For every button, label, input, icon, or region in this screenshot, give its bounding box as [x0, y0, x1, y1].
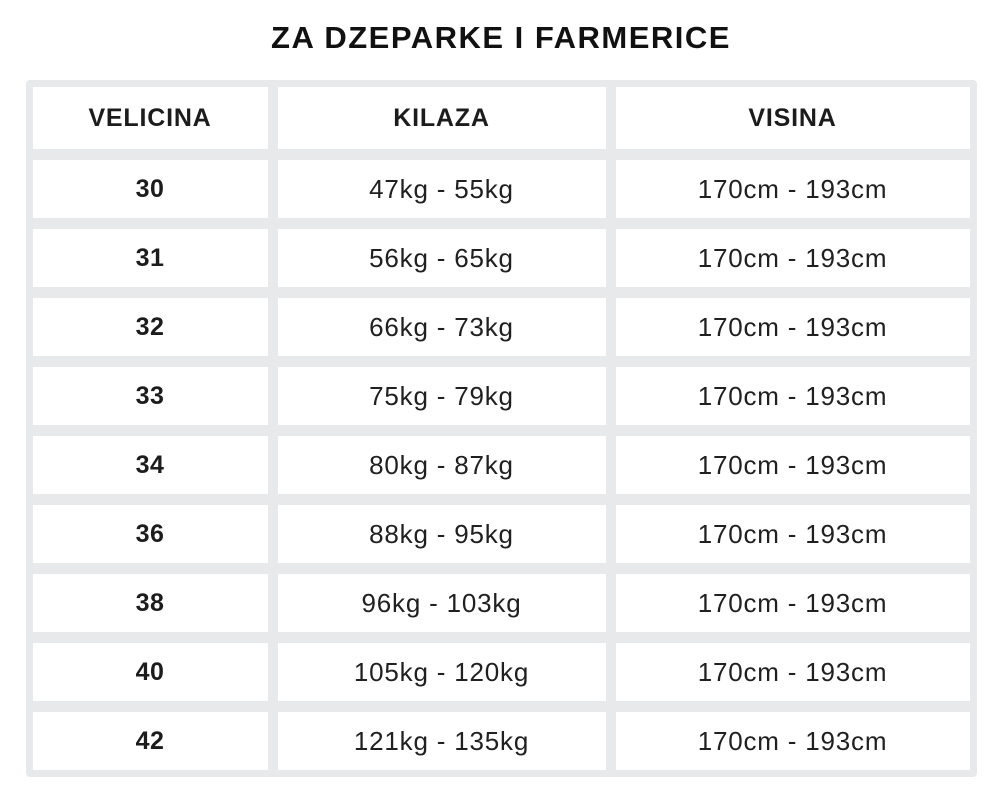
cell-velicina: 38 — [33, 574, 268, 632]
cell-velicina: 40 — [33, 643, 268, 701]
cell-velicina: 33 — [33, 367, 268, 425]
cell-kilaza: 56kg - 65kg — [278, 229, 606, 287]
cell-visina: 170cm - 193cm — [616, 574, 970, 632]
cell-visina: 170cm - 193cm — [616, 436, 970, 494]
cell-kilaza: 96kg - 103kg — [278, 574, 606, 632]
cell-visina: 170cm - 193cm — [616, 298, 970, 356]
cell-visina: 170cm - 193cm — [616, 229, 970, 287]
cell-kilaza: 121kg - 135kg — [278, 712, 606, 770]
column-header-velicina: VELICINA — [33, 87, 268, 149]
cell-kilaza: 75kg - 79kg — [278, 367, 606, 425]
page-title: ZA DZEPARKE I FARMERICE — [271, 20, 731, 55]
cell-visina: 170cm - 193cm — [616, 505, 970, 563]
cell-visina: 170cm - 193cm — [616, 643, 970, 701]
cell-kilaza: 105kg - 120kg — [278, 643, 606, 701]
cell-visina: 170cm - 193cm — [616, 712, 970, 770]
size-table — [26, 80, 977, 777]
cell-kilaza: 66kg - 73kg — [278, 298, 606, 356]
cell-velicina: 32 — [33, 298, 268, 356]
cell-velicina: 42 — [33, 712, 268, 770]
cell-kilaza: 88kg - 95kg — [278, 505, 606, 563]
column-header-visina: VISINA — [616, 87, 970, 149]
cell-velicina: 34 — [33, 436, 268, 494]
cell-kilaza: 80kg - 87kg — [278, 436, 606, 494]
cell-velicina: 30 — [33, 160, 268, 218]
cell-visina: 170cm - 193cm — [616, 367, 970, 425]
column-header-kilaza: KILAZA — [278, 87, 606, 149]
cell-velicina: 31 — [33, 229, 268, 287]
cell-kilaza: 47kg - 55kg — [278, 160, 606, 218]
cell-visina: 170cm - 193cm — [616, 160, 970, 218]
cell-velicina: 36 — [33, 505, 268, 563]
